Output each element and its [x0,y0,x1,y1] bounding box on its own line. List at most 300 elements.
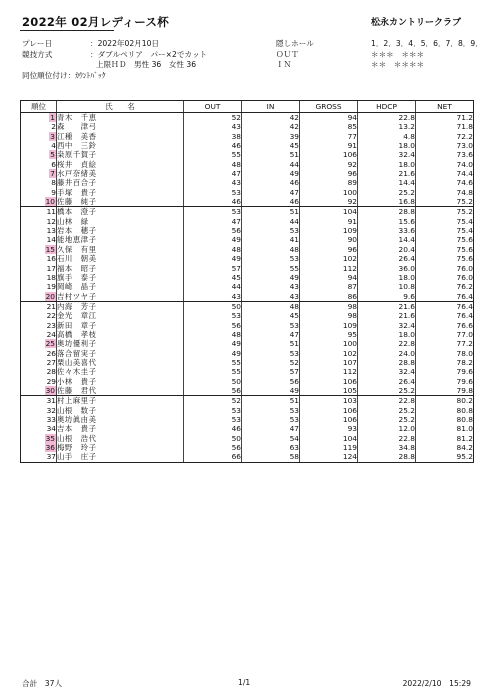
name-cell: 奥坊眞由美 [57,415,184,424]
rank-cell: 9 [21,188,57,197]
table-row [21,113,474,123]
rank-cell: 6 [21,160,57,169]
net-cell: 75.6 [416,245,474,254]
rank-highlight: 5 [50,150,55,160]
rank-cell: 14 [21,235,57,244]
table-row [21,292,474,302]
table-row [21,178,474,187]
table-row [21,169,474,178]
name-cell: 高橋 孝枝 [57,330,184,339]
col-in: IN [242,101,300,113]
table-row [21,396,474,406]
out-cell: 49 [184,254,242,263]
name-cell: 久保 有里 [57,245,184,254]
name-cell: 能地恵津子 [57,235,184,244]
table-row [21,226,474,235]
title-underline [20,30,114,31]
hdcp-cell: 4.8 [358,132,416,141]
in-cell: 45 [242,311,300,320]
name-cell: 福本 昭子 [57,264,184,273]
name-cell: 藤井百合子 [57,178,184,187]
name-cell: 岡崎 晶子 [57,282,184,291]
rank-highlight: 3 [50,131,55,141]
hdcp-cell: 25.2 [358,188,416,197]
out-cell: 56 [184,443,242,452]
net-cell: 75.4 [416,226,474,235]
handicap-limit: 上限ＨＤ 男性 36 女性 36 [96,60,197,70]
net-cell: 71.2 [416,113,474,123]
out-cell: 38 [184,132,242,141]
in-cell: 54 [242,434,300,443]
table-row [21,254,474,263]
table-row [21,434,474,443]
net-cell: 76.4 [416,292,474,302]
rank-cell: 28 [21,367,57,376]
out-cell: 57 [184,264,242,273]
gross-cell: 94 [300,113,358,123]
in-cell: 43 [242,292,300,302]
rank-highlight: 1 [50,113,55,122]
in-cell: 47 [242,330,300,339]
gross-cell: 106 [300,150,358,159]
hdcp-cell: 15.6 [358,217,416,226]
table-row [21,160,474,169]
out-cell: 55 [184,150,242,159]
name-cell: 佐藤 純子 [57,197,184,207]
hdcp-cell: 21.6 [358,311,416,320]
net-cell: 74.6 [416,178,474,187]
rank-cell: 8 [21,178,57,187]
gross-cell: 87 [300,282,358,291]
table-row [21,311,474,320]
in-cell: 57 [242,367,300,376]
name-cell: 橋本 澄子 [57,207,184,217]
in-cell: 56 [242,377,300,386]
in-cell: 51 [242,207,300,217]
hidden-hole-info [276,39,483,71]
net-cell: 76.4 [416,301,474,311]
hdcp-cell: 22.8 [358,434,416,443]
table-row [21,443,474,452]
gross-cell: 106 [300,415,358,424]
name-cell: 西中 三鈴 [57,141,184,150]
hdcp-cell: 21.6 [358,169,416,178]
rank-cell: 32 [21,406,57,415]
out-cell: 50 [184,434,242,443]
rank-cell [21,339,57,348]
hdcp-cell: 28.8 [358,358,416,367]
in-cell: 46 [242,197,300,207]
tie-break-row [22,71,207,82]
rank-cell: 13 [21,226,57,235]
rank-cell: 17 [21,264,57,273]
hdcp-cell: 26.4 [358,254,416,263]
hdcp-cell: 9.6 [358,292,416,302]
hdcp-cell: 14.4 [358,178,416,187]
name-cell: 森 津弓 [57,122,184,131]
table-row [21,273,474,282]
rank-cell: 21 [21,301,57,311]
table-row [21,217,474,226]
gross-cell: 93 [300,424,358,433]
net-cell: 84.2 [416,443,474,452]
hdcp-cell: 24.0 [358,349,416,358]
net-cell: 76.0 [416,264,474,273]
net-cell: 74.4 [416,169,474,178]
out-cell: 47 [184,169,242,178]
table-row [21,282,474,291]
table-row [21,367,474,376]
gross-cell: 102 [300,254,358,263]
rank-highlight: 30 [45,385,55,395]
net-cell: 75.6 [416,254,474,263]
rank-cell [21,292,57,302]
in-cell: 44 [242,160,300,169]
rank-highlight: 10 [45,197,55,207]
table-row [21,141,474,150]
net-cell: 77.2 [416,339,474,348]
gross-cell: 90 [300,235,358,244]
name-cell: 石川 朝美 [57,254,184,263]
hdcp-cell: 13.2 [358,122,416,131]
hdcp-cell: 22.8 [358,113,416,123]
gross-cell: 92 [300,160,358,169]
gross-cell: 98 [300,311,358,320]
name-cell: 佐々木圭子 [57,367,184,376]
table-row [21,349,474,358]
out-cell: 56 [184,386,242,396]
net-cell: 72.2 [416,132,474,141]
in-cell: 51 [242,396,300,406]
name-cell: 梅野 玲子 [57,443,184,452]
net-cell: 75.2 [416,207,474,217]
out-cell: 43 [184,178,242,187]
rank-cell [21,197,57,207]
in-cell: 53 [242,415,300,424]
rank-cell: 16 [21,254,57,263]
gross-cell: 103 [300,396,358,406]
net-cell: 80.8 [416,415,474,424]
gross-cell: 112 [300,264,358,273]
table-row [21,197,474,207]
hdcp-cell: 18.0 [358,273,416,282]
table-row [21,321,474,330]
name-cell: 落合留実子 [57,349,184,358]
hdcp-cell: 18.0 [358,330,416,339]
out-value: ＊＊＊ ＊＊＊ [371,49,425,59]
in-cell: 55 [242,264,300,273]
rank-cell [21,245,57,254]
in-cell: 49 [242,273,300,282]
name-cell: 金光 章江 [57,311,184,320]
net-cell: 81.2 [416,434,474,443]
hdcp-cell: 26.4 [358,377,416,386]
gross-cell: 102 [300,349,358,358]
out-cell: 53 [184,207,242,217]
gross-cell: 92 [300,197,358,207]
in-cell: 45 [242,141,300,150]
rank-cell: 34 [21,424,57,433]
gross-cell: 96 [300,245,358,254]
in-row [276,60,483,71]
gross-cell: 91 [300,217,358,226]
name-cell: 山根 浩代 [57,434,184,443]
name-cell: 内海 芳子 [57,301,184,311]
in-cell: 48 [242,245,300,254]
gross-cell: 91 [300,141,358,150]
out-cell: 66 [184,452,242,462]
table-row [21,377,474,386]
table-row [21,386,474,396]
name-cell: 青木 千恵 [57,113,184,123]
format-row [22,50,207,61]
table-row [21,132,474,141]
in-cell: 53 [242,254,300,263]
in-cell: 42 [242,113,300,123]
name-cell: 桒原千賀子 [57,150,184,159]
rank-highlight: 15 [45,244,55,254]
gross-cell: 89 [300,178,358,187]
out-cell: 47 [184,217,242,226]
col-out: OUT [184,101,242,113]
net-cell: 74.0 [416,160,474,169]
net-cell: 75.4 [416,217,474,226]
name-cell: 旗手 泰子 [57,273,184,282]
rank-cell: 11 [21,207,57,217]
hdcp-cell: 25.2 [358,386,416,396]
hdcp-cell: 16.8 [358,197,416,207]
hdcp-cell: 18.0 [358,141,416,150]
out-cell: 43 [184,122,242,131]
in-cell: 46 [242,178,300,187]
net-cell: 77.0 [416,330,474,339]
results-body [21,113,474,463]
rank-highlight: 35 [45,433,55,443]
rank-cell: 23 [21,321,57,330]
hidden-holes-row [276,39,483,50]
gross-cell: 109 [300,321,358,330]
gross-cell: 124 [300,452,358,462]
out-cell: 43 [184,292,242,302]
table-row [21,122,474,131]
out-cell: 53 [184,188,242,197]
gross-cell: 107 [300,358,358,367]
in-cell: 63 [242,443,300,452]
rank-cell: 24 [21,330,57,339]
in-cell: 51 [242,150,300,159]
rank-cell [21,150,57,159]
hdcp-cell: 25.2 [358,415,416,424]
net-cell: 81.0 [416,424,474,433]
net-cell: 79.6 [416,367,474,376]
rank-cell [21,113,57,123]
net-cell: 78.0 [416,349,474,358]
table-row [21,452,474,462]
name-cell: 岩本 穂子 [57,226,184,235]
rank-cell: 26 [21,349,57,358]
hdcp-cell: 22.8 [358,396,416,406]
gross-cell: 119 [300,443,358,452]
rank-cell: 4 [21,141,57,150]
rank-cell: 18 [21,273,57,282]
name-cell: 小林 貴子 [57,377,184,386]
out-cell: 53 [184,311,242,320]
rank-cell: 12 [21,217,57,226]
out-cell: 56 [184,226,242,235]
name-cell: 吉本 貴子 [57,424,184,433]
name-cell: 桜井 貞絵 [57,160,184,169]
net-cell: 80.8 [416,406,474,415]
name-cell: 新田 章子 [57,321,184,330]
net-cell: 74.8 [416,188,474,197]
gross-cell: 100 [300,339,358,348]
in-cell: 47 [242,424,300,433]
gross-cell: 77 [300,132,358,141]
out-cell: 48 [184,160,242,169]
col-net: NET [416,101,474,113]
hdcp-cell: 10.8 [358,282,416,291]
hidden-holes-value: 1．2．3．4．5．6．7．8．9． [371,39,483,48]
net-cell: 78.2 [416,358,474,367]
name-cell: 山手 庄子 [57,452,184,462]
rank-cell: 33 [21,415,57,424]
net-cell: 73.6 [416,150,474,159]
net-cell: 75.6 [416,235,474,244]
gross-cell: 106 [300,406,358,415]
gross-cell: 86 [300,292,358,302]
rank-highlight: 36 [45,443,55,453]
hdcp-cell: 14.4 [358,235,416,244]
gross-cell: 109 [300,226,358,235]
tie-break-value: ：ｶｳﾝﾄﾊﾞｯｸ [67,70,106,80]
net-cell: 76.0 [416,273,474,282]
out-cell: 49 [184,349,242,358]
rank-cell: 37 [21,452,57,462]
out-cell: 52 [184,396,242,406]
table-row [21,245,474,254]
results-table [20,100,474,463]
table-row [21,330,474,339]
in-cell: 39 [242,132,300,141]
col-rank: 順位 [21,101,57,113]
hdcp-cell: 36.0 [358,264,416,273]
in-cell: 42 [242,122,300,131]
gross-cell: 112 [300,367,358,376]
table-row [21,301,474,311]
rank-cell: 31 [21,396,57,406]
gross-cell: 98 [300,301,358,311]
rank-cell [21,434,57,443]
table-row [21,415,474,424]
name-cell: 山林 緑 [57,217,184,226]
in-cell: 53 [242,406,300,415]
net-cell: 76.2 [416,282,474,291]
net-cell: 71.8 [416,122,474,131]
out-cell: 50 [184,301,242,311]
hdcp-cell: 12.0 [358,424,416,433]
name-cell: 奥坊優利子 [57,339,184,348]
hdcp-cell: 32.4 [358,150,416,159]
hdcp-cell: 33.6 [358,226,416,235]
gross-cell: 96 [300,169,358,178]
hdcp-cell: 32.4 [358,367,416,376]
in-cell: 53 [242,226,300,235]
club-name: 松永カントリークラブ [370,18,461,28]
in-cell: 53 [242,349,300,358]
rank-cell [21,386,57,396]
in-cell: 53 [242,321,300,330]
out-cell: 46 [184,197,242,207]
in-cell: 52 [242,358,300,367]
hdcp-cell: 18.0 [358,160,416,169]
net-cell: 75.2 [416,197,474,207]
table-row [21,424,474,433]
rank-cell: 29 [21,377,57,386]
table-row [21,406,474,415]
tie-break-label: 同位順位付け [22,70,68,80]
in-label: ＩＮ [276,60,292,70]
play-date-value: ：2022年02月10日 [90,39,160,48]
out-cell: 56 [184,321,242,330]
in-cell: 47 [242,188,300,197]
out-cell: 55 [184,367,242,376]
name-cell: 佐藤 君代 [57,386,184,396]
in-cell: 51 [242,339,300,348]
page-title: 2022年 02月レディース杯 [22,15,170,29]
rank-highlight: 7 [50,169,55,179]
out-cell: 48 [184,330,242,339]
out-cell: 53 [184,415,242,424]
hidden-holes-label: 隠しホール [276,39,314,48]
in-cell: 49 [242,386,300,396]
col-hdcp: HDCP [358,101,416,113]
hdcp-cell: 21.6 [358,301,416,311]
net-cell: 95.2 [416,452,474,462]
table-row [21,358,474,367]
in-cell: 41 [242,235,300,244]
col-name: 氏 名 [57,101,184,113]
hdcp-cell: 32.4 [358,321,416,330]
in-cell: 48 [242,301,300,311]
net-cell: 79.8 [416,386,474,396]
name-cell: 江種 美香 [57,132,184,141]
out-cell: 50 [184,377,242,386]
net-cell: 80.2 [416,396,474,406]
in-cell: 43 [242,282,300,291]
gross-cell: 94 [300,273,358,282]
out-cell: 55 [184,358,242,367]
out-label: ＯＵＴ [276,49,299,59]
in-cell: 44 [242,217,300,226]
table-row [21,339,474,348]
name-cell: 手塚 貴子 [57,188,184,197]
gross-cell: 100 [300,188,358,197]
table-row [21,207,474,217]
out-cell: 49 [184,235,242,244]
table-header [21,101,474,113]
competition-info [22,39,207,81]
table-row [21,235,474,244]
rank-highlight: 25 [45,339,55,349]
rank-cell: 19 [21,282,57,291]
out-cell: 52 [184,113,242,123]
hdcp-cell: 34.8 [358,443,416,452]
out-cell: 53 [184,406,242,415]
out-cell: 46 [184,424,242,433]
format-label: 競技方式 [22,49,53,59]
name-cell: 村上麻里子 [57,396,184,406]
gross-cell: 104 [300,207,358,217]
